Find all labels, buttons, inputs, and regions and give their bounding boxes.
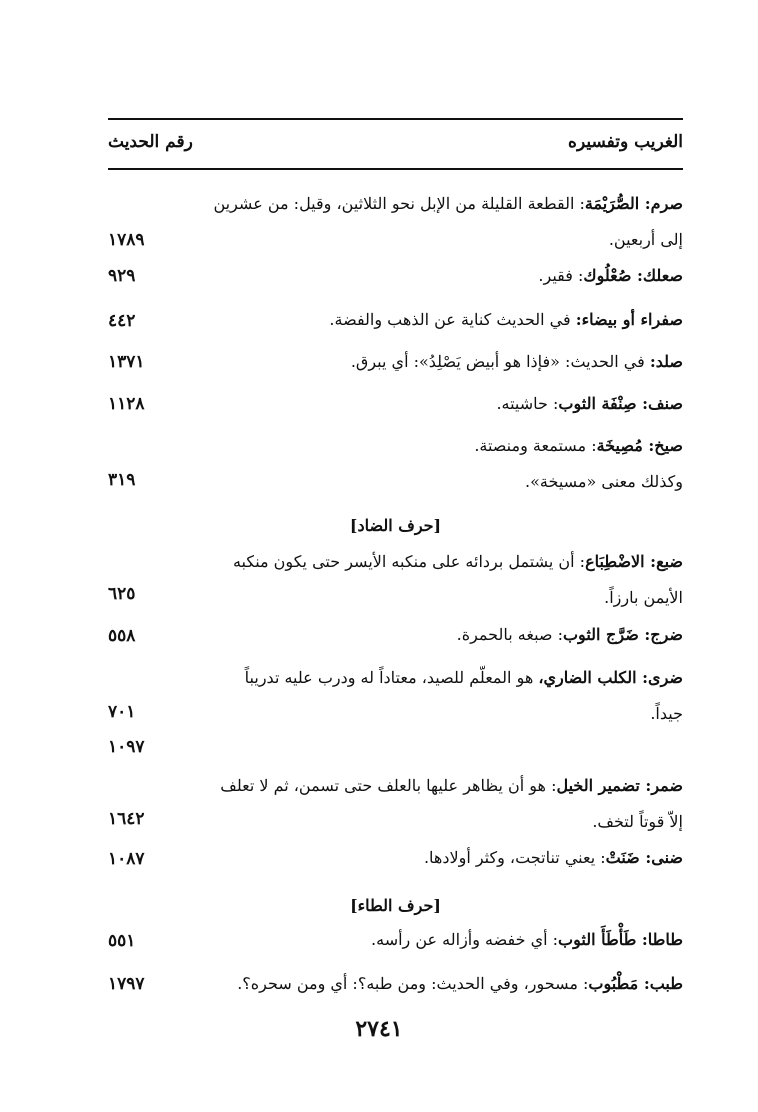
entry-text: في الحديث: «فإذا هو أبيض يَصْلِدُ»: أي يبرق. (350, 352, 650, 371)
entry-head: صيخ: مُصِيخَة (596, 436, 683, 455)
entry-text-cont: جيداً. (650, 704, 683, 723)
hadith-number: ٥٥١ (108, 931, 136, 951)
page-header (108, 128, 683, 158)
entry-safra (190, 302, 683, 338)
entry-head: صرم: الصُّرَيْمَة (584, 194, 683, 213)
entry-head: ضمر: تضمير الخيل (556, 776, 683, 795)
hadith-number: ٣١٩ (108, 470, 136, 490)
entry-text-cont: الأيمن بارزاً. (604, 588, 683, 607)
entry-text: : أي خفضه وأزاله عن رأسه. (371, 930, 559, 949)
entry-tata (190, 922, 683, 958)
entry-damar (190, 768, 683, 840)
entry-tabab (190, 966, 683, 1002)
entry-head: ضنى: ضَنَتْ (605, 848, 683, 867)
entry-text: : أن يشتمل بردائه على منكبه الأيسر حتى يكون منكبه (232, 552, 586, 571)
entry-text: : القطعة القليلة من الإبل نحو الثلاثين، وقيل: من عشرين (213, 194, 585, 213)
header-top-rule (108, 118, 683, 120)
entry-text-cont: إلى أربعين. (608, 230, 683, 249)
hadith-number: ١١٢٨ (108, 394, 145, 414)
section-heading-dad: [حرف الضاد] (349, 516, 442, 535)
entry-head: طاطا: طَأْطَأَ الثوب (558, 930, 683, 949)
entry-sayakh (190, 428, 683, 500)
entry-head: ضرج: ضَرَّج الثوب (562, 625, 683, 644)
hadith-number: ١٦٤٢ (108, 809, 145, 829)
hadith-number: ١٣٧١ (108, 352, 145, 372)
page-number: ٢٧٤١ (355, 1016, 403, 1042)
hadith-number: ٦٢٥ (108, 584, 136, 604)
hadith-number: ١٧٩٧ (108, 974, 145, 994)
hadith-number: ٩٢٩ (108, 266, 136, 286)
entry-sanf (190, 386, 683, 422)
section-heading-ta: [حرف الطاء] (350, 896, 441, 915)
entry-head: صلد: (649, 352, 683, 371)
hadith-number: ٤٤٢ (108, 311, 136, 331)
entry-salad (190, 344, 683, 380)
entry-text: : هو أن يظاهر عليها بالعلف حتى تسمن، ثم لا تعلف (220, 776, 557, 795)
header-bottom-rule (108, 168, 683, 170)
entry-head: صعلك: صُعْلُوك (583, 266, 683, 285)
hadith-number: ٧٠١ (108, 702, 136, 722)
entry-text: : يعني تناتجت، وكثر أولادها. (423, 848, 606, 867)
entry-head: ضرى: الكلب الضاري، (538, 668, 683, 687)
hadith-number: ٥٥٨ (108, 626, 136, 646)
hadith-number: ١٠٨٧ (108, 849, 145, 869)
entry-text: : فقير. (538, 266, 584, 285)
entry-daba (190, 544, 683, 616)
entry-text: : حاشيته. (496, 394, 559, 413)
hadith-number: ١٧٨٩ (108, 230, 145, 250)
entry-salak (190, 258, 683, 294)
entry-head: طبب: مَطْبُوب (588, 974, 683, 993)
entry-head: ضبع: الاضْطِبَاع (585, 552, 683, 571)
header-column-label: رقم الحديث (108, 132, 193, 152)
entry-text: في الحديث كناية عن الذهب والفضة. (329, 310, 576, 329)
entry-dana (190, 840, 683, 876)
entry-head: صفراء أو بيضاء: (575, 310, 683, 329)
header-title: الغريب وتفسيره (568, 132, 683, 152)
entry-text: : مستمعة ومنصتة. (474, 436, 597, 455)
entry-text-cont: إلاّ قوتاً لتخف. (592, 812, 683, 831)
entry-text-cont: وكذلك معنى «مسيخة». (525, 472, 683, 491)
entry-dara (190, 660, 683, 732)
entry-text: : صبغه بالحمرة. (456, 625, 563, 644)
entry-sarm (190, 186, 683, 258)
entry-text: : مسحور، وفي الحديث: ومن طبه؟: أي ومن سحره؟. (237, 974, 589, 993)
hadith-number: ١٠٩٧ (108, 737, 145, 757)
entry-text: هو المعلّم للصيد، معتاداً له ودرب عليه تدريباً (244, 668, 539, 687)
entry-head: صنف: صِنْفَة الثوب (558, 394, 683, 413)
entry-daraj (190, 617, 683, 653)
